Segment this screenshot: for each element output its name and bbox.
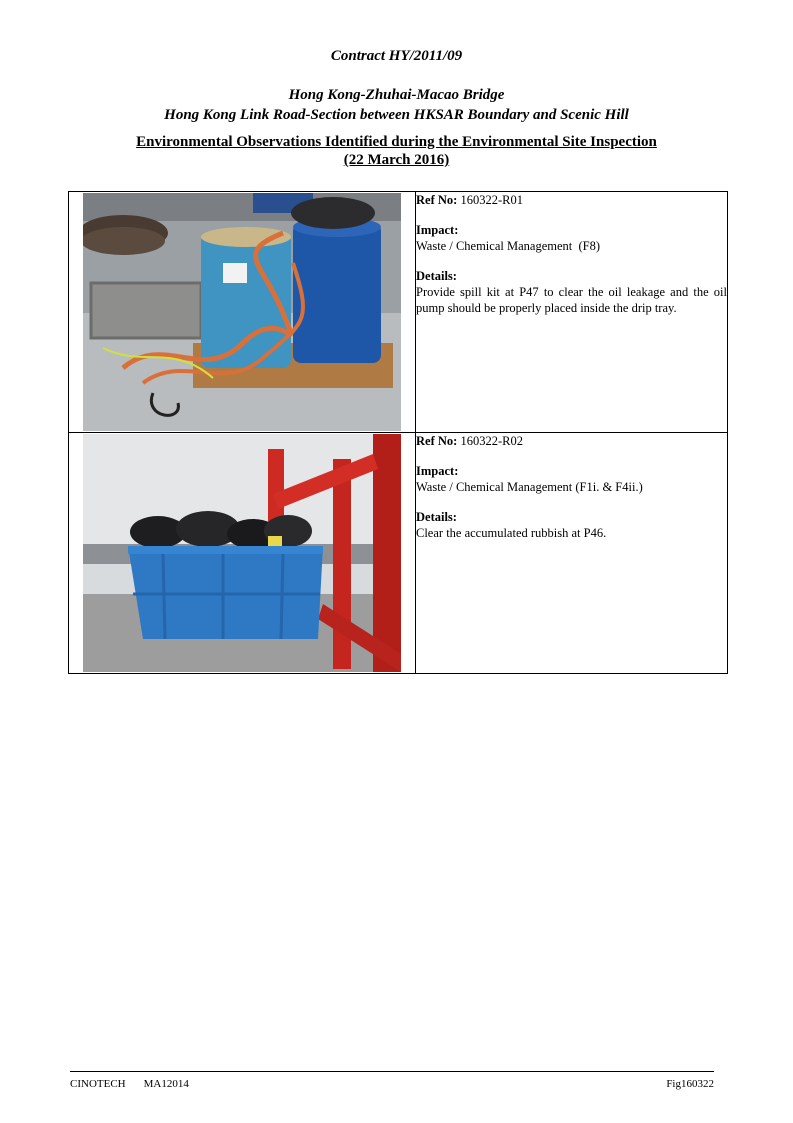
footer-figure-number: Fig160322 bbox=[666, 1078, 714, 1090]
observation-details-cell bbox=[416, 433, 728, 674]
footer-company: CINOTECH bbox=[70, 1078, 126, 1090]
footer-left bbox=[70, 1078, 189, 1090]
details-label: Details: bbox=[416, 269, 457, 283]
details-value: Provide spill kit at P47 to clear the oil leakage and the oil pump should be properly placed inside the drip tray. bbox=[416, 285, 727, 315]
observation-row bbox=[69, 433, 728, 674]
section-heading-line1: Environmental Observations Identified during the Environmental Site Inspection bbox=[136, 134, 657, 150]
impact-value: Waste / Chemical Management (F1i. & F4ii.) bbox=[416, 480, 643, 494]
details-label: Details: bbox=[416, 510, 457, 524]
impact-value: Waste / Chemical Management (F8) bbox=[416, 239, 601, 253]
project-title-line2: Hong Kong Link Road-Section between HKSAR Boundary and Scenic Hill bbox=[164, 107, 629, 123]
impact-label: Impact: bbox=[416, 464, 459, 478]
document-header bbox=[0, 48, 793, 169]
observation-photo-cell bbox=[69, 433, 416, 674]
site-photo-rubbish-skip bbox=[83, 434, 401, 672]
contract-title: Contract HY/2011/09 bbox=[330, 48, 463, 64]
details-value: Clear the accumulated rubbish at P46. bbox=[416, 526, 607, 540]
impact-label: Impact: bbox=[416, 223, 459, 237]
ref-number: 160322-R01 bbox=[460, 193, 523, 207]
ref-label: Ref No: bbox=[416, 193, 458, 207]
observation-details-cell bbox=[416, 192, 728, 433]
observation-photo-cell bbox=[69, 192, 416, 433]
section-heading-date: (22 March 2016) bbox=[343, 152, 450, 168]
site-photo-oil-drums bbox=[83, 193, 401, 431]
ref-number: 160322-R02 bbox=[460, 434, 523, 448]
project-title-line1: Hong Kong-Zhuhai-Macao Bridge bbox=[288, 87, 505, 103]
page-footer bbox=[70, 1071, 714, 1090]
footer-doc-code: MA12014 bbox=[143, 1078, 189, 1090]
observation-row bbox=[69, 192, 728, 433]
observations-table bbox=[68, 191, 728, 674]
ref-label: Ref No: bbox=[416, 434, 458, 448]
